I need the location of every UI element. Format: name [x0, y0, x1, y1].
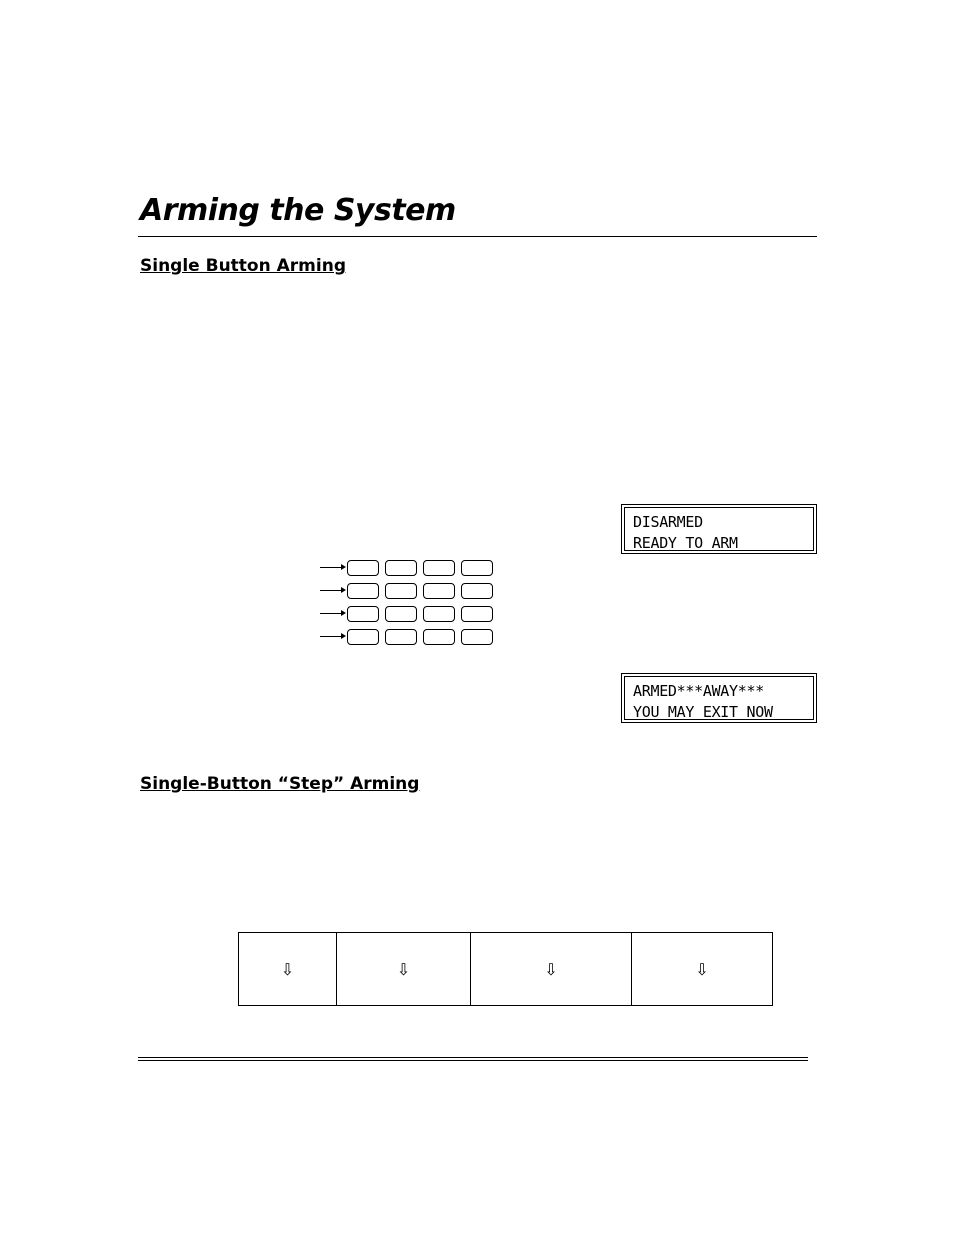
function-key — [385, 560, 417, 576]
display-line-2: READY TO ARM — [633, 534, 738, 552]
keypad-display-disarmed — [621, 504, 817, 554]
function-key — [347, 606, 379, 622]
right-arrow-icon — [320, 636, 344, 637]
function-key — [423, 583, 455, 599]
down-arrow-icon: ⇩ — [337, 933, 471, 1006]
down-arrow-icon: ⇩ — [471, 933, 632, 1006]
section-heading-step-arming: Single-Button “Step” Arming — [140, 774, 420, 794]
function-key — [461, 583, 493, 599]
function-key — [423, 606, 455, 622]
display-line-1: DISARMED — [633, 513, 703, 531]
display-line-2: YOU MAY EXIT NOW — [633, 703, 773, 721]
key-row — [320, 583, 500, 599]
keypad-display-armed-away — [621, 673, 817, 723]
section-heading-single-button-arming: Single Button Arming — [140, 256, 346, 276]
page-title: Arming the System — [140, 193, 456, 228]
function-key — [461, 629, 493, 645]
function-key — [347, 629, 379, 645]
function-key — [423, 560, 455, 576]
down-arrow-icon: ⇩ — [632, 933, 773, 1006]
function-key — [347, 583, 379, 599]
function-key — [461, 606, 493, 622]
title-rule — [138, 236, 817, 237]
function-keys-diagram — [320, 560, 500, 650]
table-row — [239, 933, 773, 1006]
function-key — [385, 583, 417, 599]
function-key — [347, 560, 379, 576]
function-key — [461, 560, 493, 576]
down-arrow-icon: ⇩ — [239, 933, 337, 1006]
step-arming-table — [238, 932, 773, 1006]
footer-rule — [138, 1057, 808, 1058]
key-row — [320, 629, 500, 645]
display-line-1: ARMED***AWAY*** — [633, 682, 764, 700]
right-arrow-icon — [320, 613, 344, 614]
right-arrow-icon — [320, 567, 344, 568]
function-key — [385, 606, 417, 622]
function-key — [423, 629, 455, 645]
function-key — [385, 629, 417, 645]
key-row — [320, 560, 500, 576]
key-row — [320, 606, 500, 622]
footer-rule — [138, 1060, 808, 1061]
right-arrow-icon — [320, 590, 344, 591]
